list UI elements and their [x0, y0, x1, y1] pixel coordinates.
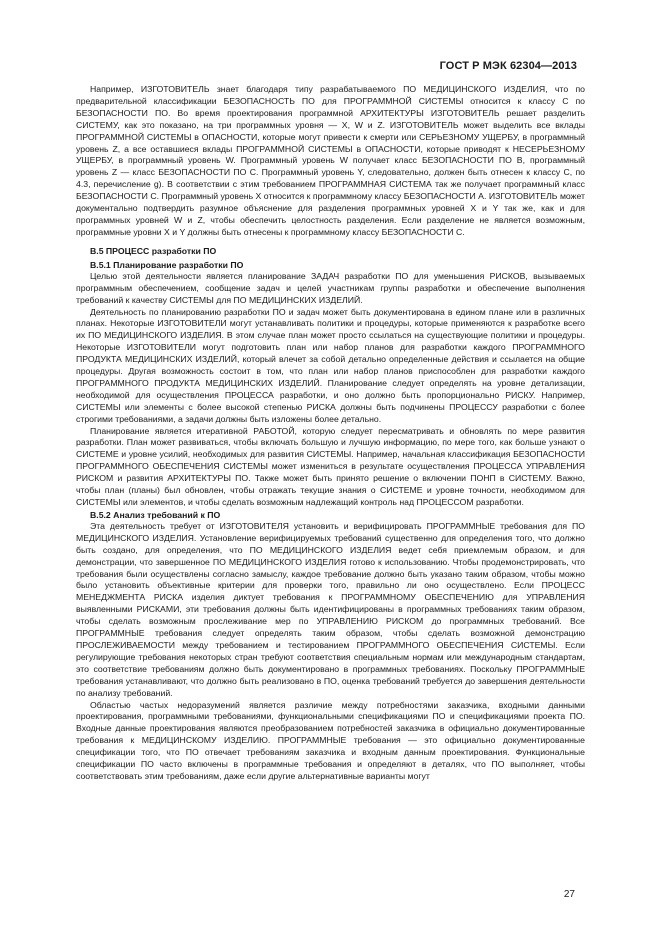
paragraph: Целью этой деятельности является планирование ЗАДАЧ разработки ПО для уменьшения РИСКОВ, вызываемых программным обеспечением, сообщение задач и целей участникам группы разработки и обеспечение выполнения требований к качеству СИСТЕМЫ для ПО МЕДИЦИНСКИХ ИЗДЕЛИЙ.	[76, 270, 585, 305]
intro-paragraph: Например, ИЗГОТОВИТЕЛЬ знает благодаря типу разрабатываемого ПО МЕДИЦИНСКОГО ИЗДЕЛИЯ, что по предварительной классификации БЕЗОПАСНОСТЬ ПО для ПРОГРАММНОЙ СИСТЕМЫ относится к классу С по БЕЗОПАСНОСТИ ПО. Во время проектирования программной АРХИТЕКТУРЫ ИЗГОТОВИТЕЛЬ решает разделить СИСТЕМУ, как это показано, на три программных уровня — X, W и Z. ИЗГОТОВИТЕЛЬ может выделить все вклады ПРОГРАММНОЙ СИСТЕМЫ в ОПАСНОСТИ, которые могут привести к смерти или СЕРЬЕЗНОМУ УЩЕРБУ, в программный уровень Z, а все оставшиеся вклады ПРОГРАММНОЙ СИСТЕМЫ в ОПАСНОСТИ, которые приводят к НЕСЕРЬЕЗНОМУ УЩЕРБУ, в программный уровень W. Программный уровень W получает класс БЕЗОПАСНОСТИ ПО В, программный уровень Z — класс БЕЗОПАСНОСТИ ПО С. Программный уровень Y, следовательно, должен быть отнесен к классу С, по 4.3, перечисление g). В соответствии с этим требованием ПРОГРАММНАЯ СИСТЕМА так же получает программный класс БЕЗОПАСНОСТИ С. Программный уровень X относится к программному классу БЕЗОПАСНОСТИ А. ИЗГОТОВИТЕЛЬ может документально подтвердить разумное объяснение для разделения программных уровней X и Y так же, как и для программных уровней W и Z, чтобы обеспечить целостность разделения. Если разделение не является возможным, программные уровни X и Y должны быть отнесены к программному классу БЕЗОПАСНОСТИ С.	[76, 84, 585, 237]
document-code: ГОСТ Р МЭК 62304—2013	[439, 60, 577, 72]
section-heading-b5-2: В.5.2 Анализ требований к ПО	[90, 509, 221, 520]
page-number: 27	[563, 889, 575, 900]
section-heading-b5: В.5 ПРОЦЕСС разработки ПО	[90, 245, 217, 256]
section-heading-b5-1: В.5.1 Планирование разработки ПО	[90, 259, 244, 270]
paragraph: Деятельность по планированию разработки ПО и задач может быть документирована в едином плане или в различных планах. Некоторые ИЗГОТОВИТЕЛИ могут устанавливать политики и процедуры, которые применяются к разработке всего их ПО МЕДИЦИНСКОГО ИЗДЕЛИЯ. В этом случае план может просто ссылаться на существующие политики и процедуры. Некоторые ИЗГОТОВИТЕЛИ могут подготовить план или набор планов для разработки каждого ПРОГРАММНОГО ПРОДУКТА МЕДИЦИНСКИХ ИЗДЕЛИЙ, который влечет за собой детально определенные действия и ссылается на общие процедуры. Другая возможность состоит в том, что план или набор планов приспособлен для разработки каждого ПРОГРАММНОГО ПРОДУКТА МЕДИЦИНСКИХ ИЗДЕЛИЙ. Планирование следует определять на уровне детализации, необходимой для осуществления ПРОЦЕССА разработки, и оно должно быть пропорционально РИСКУ. Например, СИСТЕМЫ или элементы с более высокой степенью РИСКА должны быть подчинены ПРОЦЕССУ разработки с более строгими требованиями, а задачи должны быть изложены более детально.	[76, 306, 585, 424]
paragraph: Областью частых недоразумений является различие между потребностями заказчика, входными данными проектирования, программными требованиями, функциональными спецификациями ПО и спецификациями проекта ПО. Входные данные проектирования являются преобразованием потребностей заказчика в официально документированные требования к МЕДИЦИНСКОМУ ИЗДЕЛИЮ. ПРОГРАММНЫЕ требования — это официально документированные спецификации того, что ПО отвечает требованиям заказчика и входным данным проектирования. Функциональные спецификации ПО часто включены в программные требования и определяют в деталях, что ПО выполняет, чтобы соответствовать этим требованиям, даже если другие альтернативные варианты могут	[76, 699, 585, 781]
document-body	[76, 84, 585, 783]
paragraph: Планирование является итеративной РАБОТОЙ, которую следует пересматривать и обновлять по мере развития разработки. План может развиваться, чтобы включать большую и лучшую информацию, по мере того, как больше узнают о СИСТЕМЕ и уровне усилий, необходимых для развития СИСТЕМЫ. Например, начальная классификация БЕЗОПАСНОСТИ ПРОГРАММНОГО ОБЕСПЕЧЕНИЯ СИСТЕМЫ может измениться в результате осуществления ПРОЦЕССА УПРАВЛЕНИЯ РИСКОМ и развития АРХИТЕКТУРЫ ПО. Также может быть принято решение о включении ПОНП в СИСТЕМУ. Важно, чтобы план (планы) был обновлен, чтобы отражать текущие знания о СИСТЕМЕ и уровне точности, необходимом для СИСТЕМЫ или элементов, и чтобы сделать возможным надлежащий контроль над ПРОЦЕССОМ разработки.	[76, 425, 585, 507]
paragraph: Эта деятельность требует от ИЗГОТОВИТЕЛЯ установить и верифицировать ПРОГРАММНЫЕ требования для ПО МЕДИЦИНСКОГО ИЗДЕЛИЯ. Установление верифицируемых требований существенно для определения того, что должно быть создано, для определения, что ПО МЕДИЦИНСКОГО ИЗДЕЛИЯ ведет себя приемлемым образом, и для демонстрации, что завершенное ПО МЕДИЦИНСКОГО ИЗДЕЛИЯ готово к использованию. Чтобы продемонстрировать, что требования были осуществлены согласно замыслу, каждое требование должно быть указано таким образом, чтобы можно было установить объективные критерии для проверки того, правильно ли оно осуществлено. Если ПРОЦЕСС МЕНЕДЖМЕНТА РИСКА изделия диктует требования к ПРОГРАММНОМУ ОБЕСПЕЧЕНИЮ для УПРАВЛЕНИЯ выявленными РИСКАМИ, эти требования должны быть идентифицированы в программных требованиях таким образом, чтобы сделать возможным прослеживание мер по УПРАВЛЕНИЮ РИСКОМ до программных требований. Все ПРОГРАММНЫЕ требования следует определять таким образом, чтобы сделать возможной демонстрацию ПРОСЛЕЖИВАЕМОСТИ между требованием и тестированием ПРОГРАММНОГО ОБЕСПЕЧЕНИЯ СИСТЕМЫ. Если регулирующие требования некоторых стран требуют соответствия специальным нормам или международным стандартам, это соответствие требованиям должно быть документировано в программных требованиях. Поскольку ПРОГРАММНЫЕ требования устанавливают, что должно быть реализовано в ПО, оценка требований требуется до завершения деятельности по анализу требований.	[76, 520, 585, 698]
